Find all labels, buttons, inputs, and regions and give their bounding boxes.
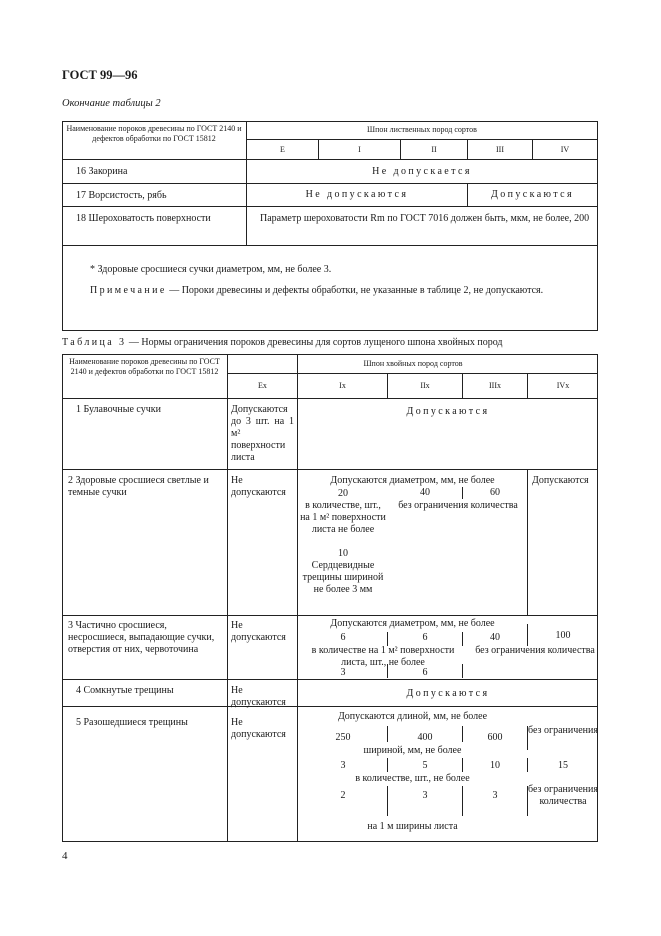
table2-grade-i: I (358, 145, 361, 154)
table3-row5-ex: Не допускаются (231, 717, 286, 740)
table3-row5-len-iix: 400 (417, 732, 433, 743)
table3-row5-cnt-iiix: 3 (492, 790, 498, 801)
table2-note (72, 284, 584, 297)
table2-footnote: * Здоровые сросшиеся сучки диаметром, мм, не более 3. (90, 264, 332, 275)
table3-row5-width-label: шириной, мм, не более (363, 745, 462, 756)
table3-row5-cnt-ivx: без ограничения количества (528, 784, 598, 807)
table3-row5-wid-iix: 5 (422, 760, 428, 771)
table3-group-head: Шпон хвойных пород сортов (363, 359, 463, 368)
table3-row5-cnt-iix: 3 (422, 790, 428, 801)
table3-row2-iix: 40 (420, 487, 430, 498)
table2-row16-value: Не допускается (372, 166, 472, 177)
table3-row5-wid-iiix: 10 (490, 760, 500, 771)
table3-row2-iiix: 60 (490, 487, 500, 498)
table3-column-head: Наименование пороков древесины по ГОСТ 2140 и дефектов обработки по ГОСТ 15812 (69, 357, 220, 376)
table3-row5-len-iiix: 600 (487, 732, 503, 743)
table3-row3-mid: в количестве на 1 м² поверхности листа, шт., не более (311, 645, 455, 668)
table3-title-text: — Нормы ограничения пороков древесины для сортов лущеного шпона хвойных пород (128, 337, 503, 348)
document-id: ГОСТ 99—96 (62, 68, 138, 82)
table3-row2-ix-4: Сердцевидные трещины шириной не более 3 мм (302, 560, 384, 595)
table2 (62, 121, 598, 331)
table3 (62, 354, 598, 842)
page-number: 4 (62, 850, 68, 862)
table2-grade-ii: II (431, 145, 437, 154)
table3-row2-ix-3: 10 (338, 548, 348, 559)
table3-row2-iix-note: без ограничения количества (398, 500, 518, 511)
table3-row5-foot: на 1 м ширины листа (367, 821, 458, 832)
table3-row5-len-ivx: без ограничения (528, 725, 598, 736)
table3-row3-ix-b: 3 (340, 667, 346, 678)
table3-row3-mid-right: без ограничения количества (475, 645, 595, 656)
table3-row4-rest: Допускаются (406, 688, 490, 699)
table3-row5-wid-ivx: 15 (558, 760, 568, 771)
table3-row5-len-ix: 250 (335, 732, 351, 743)
table3-row2-ix-1: 20 (338, 488, 348, 499)
table2-grade-iii: III (496, 145, 504, 154)
table3-row3-ivx: 100 (555, 630, 571, 641)
table3-row3-iiix: 40 (490, 632, 500, 643)
table2-row17-name: 17 Ворсистость, рябь (76, 190, 167, 201)
table3-row5-name: 5 Разошедшиеся трещины (76, 717, 188, 728)
table3-row4-ex: Не допускаются (231, 685, 286, 708)
table3-row3-ix: 6 (340, 632, 346, 643)
table3-title (62, 337, 602, 349)
table3-row3-iix: 6 (422, 632, 428, 643)
table3-row2-ex: Не допускаются (231, 475, 286, 498)
table3-row1-rest: Допускаются (406, 406, 490, 417)
table3-row3-head: Допускаются диаметром, мм, не более (330, 618, 495, 629)
table3-row3-name: 3 Частично сросшиеся, несросшиеся, выпадающие сучки, отверстия от них, червоточина (68, 620, 215, 655)
table3-grade-iiix: IIIx (489, 381, 501, 390)
table2-grade-iv: IV (560, 145, 570, 154)
table3-row2-ivx: Допускаются (532, 475, 589, 486)
table3-grade-ex: Ex (258, 381, 267, 390)
table3-row2-head: Допускаются диаметром, мм, не более (330, 475, 495, 486)
table3-row3-ex: Не допускаются (231, 620, 286, 643)
table3-row2-ix-2: в количестве, шт., на 1 м² поверхности листа не более (300, 500, 386, 535)
table2-column-head: Наименование пороков древесины по ГОСТ 2140 и дефектов обработки по ГОСТ 15812 (66, 124, 242, 143)
table3-row5-count-label: в количестве, шт., не более (355, 773, 470, 784)
table2-grade-e: E (280, 145, 285, 154)
table2-row17-left: Не допускаются (305, 189, 409, 200)
note-text: — Пороки древесины и дефекты обработки, не указанные в таблице 2, не допускаются. (169, 285, 544, 296)
table3-grade-ix: Ix (339, 381, 346, 390)
table3-row1-ex: Допускаются до 3 шт. на 1 м² поверхности листа (231, 404, 294, 463)
table3-row3-iix-b: 6 (422, 667, 428, 678)
table2-row16-name: 16 Закорина (76, 166, 128, 177)
table2-row18-name: 18 Шероховатость поверхности (76, 213, 211, 224)
table3-row4-name: 4 Сомкнутые трещины (76, 685, 174, 696)
table3-grade-iix: IIx (420, 381, 430, 390)
table3-row2-name: 2 Здоровые сросшиеся светлые и темные сучки (68, 475, 209, 498)
table3-row5-wid-ix: 3 (340, 760, 346, 771)
table3-row1-name: 1 Булавочные сучки (76, 404, 161, 415)
table3-grade-ivx: IVx (556, 381, 570, 390)
table2-caption: Окончание таблицы 2 (62, 98, 161, 109)
table3-row5-head: Допускаются длиной, мм, не более (337, 711, 488, 722)
table2-row18-value: Параметр шероховатости Rm по ГОСТ 7016 должен быть, мкм, не более, 200 (260, 213, 590, 224)
table2-group-head: Шпон лиственных пород сортов (367, 125, 477, 134)
table3-label: Таблица 3 (62, 337, 127, 348)
table3-row5-cnt-ix: 2 (340, 790, 346, 801)
table2-row17-right: Допускаются (490, 189, 575, 200)
note-label: Примечание (90, 285, 167, 296)
